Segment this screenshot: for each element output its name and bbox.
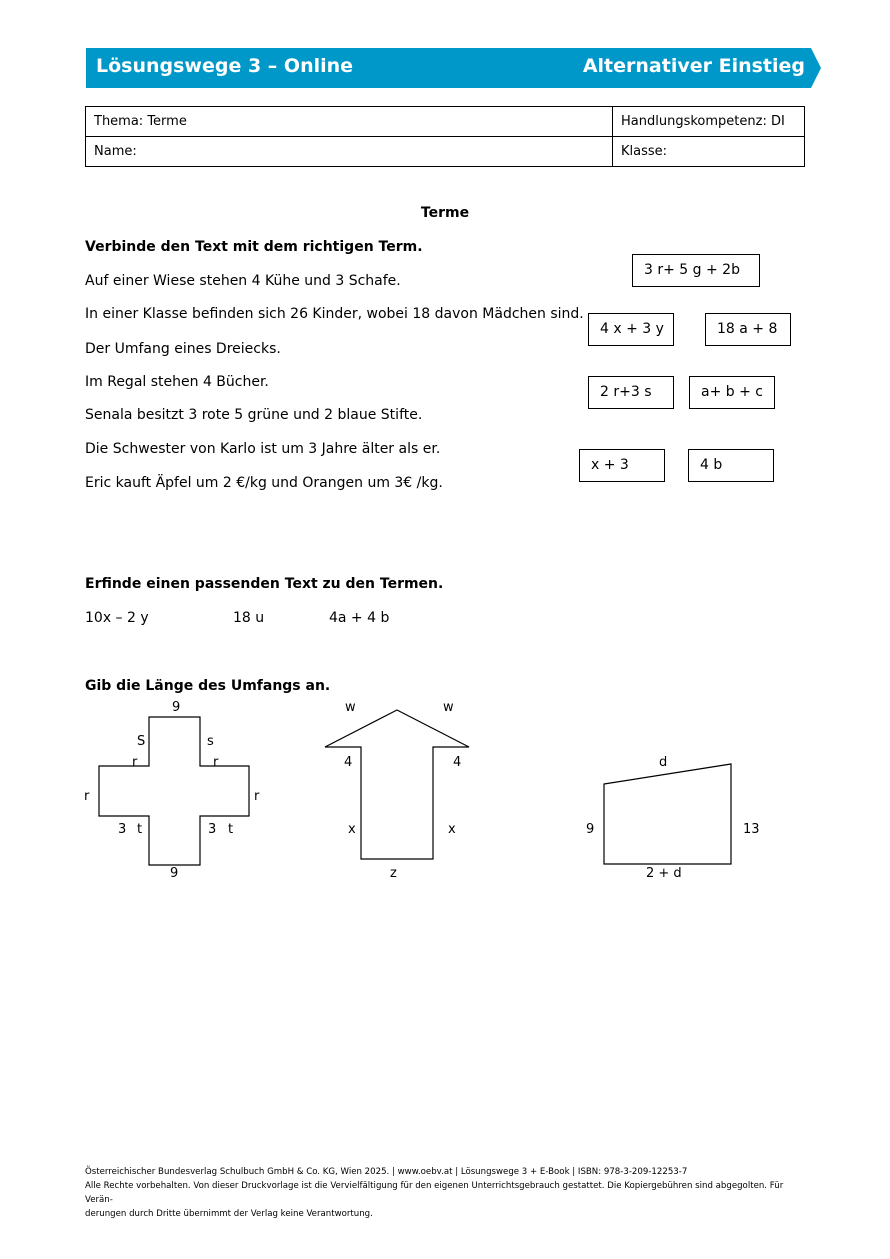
footer bbox=[85, 1165, 807, 1221]
arrow-label: 4 bbox=[453, 755, 462, 770]
cross-label: r bbox=[213, 755, 219, 770]
term-box: 3 r+ 5 g + 2b bbox=[632, 254, 760, 287]
term-box: 4 x + 3 y bbox=[588, 313, 674, 346]
trapezoid-label: 13 bbox=[743, 822, 760, 837]
arrow-label: x bbox=[448, 822, 456, 837]
task1-text: Die Schwester von Karlo ist um 3 Jahre älter als er. bbox=[85, 441, 441, 457]
task2-heading: Erfinde einen passenden Text zu den Termen. bbox=[85, 576, 444, 592]
cross-label: r bbox=[84, 789, 90, 804]
task1-text: In einer Klasse befinden sich 26 Kinder, wobei 18 davon Mädchen sind. bbox=[85, 306, 584, 322]
footer-line: Alle Rechte vorbehalten. Von dieser Druckvorlage ist die Vervielfältigung für den eigenen Unterrichtsgebrauch gestattet. Die Kopiergebühren sind abgegolten. Für Verän- bbox=[85, 1181, 784, 1205]
cross-label: t bbox=[137, 822, 143, 837]
term-box: a+ b + c bbox=[689, 376, 775, 409]
cross-label: s bbox=[207, 734, 214, 749]
task1-text: Der Umfang eines Dreiecks. bbox=[85, 341, 281, 357]
page-title: Terme bbox=[420, 205, 470, 221]
cross-label: r bbox=[254, 789, 260, 804]
task2-term: 18 u bbox=[233, 610, 265, 626]
info-table bbox=[85, 106, 805, 167]
cross-label: r bbox=[132, 755, 138, 770]
task1-text: Eric kauft Äpfel um 2 €/kg und Orangen um 3€ /kg. bbox=[85, 475, 443, 491]
cross-label: 3 bbox=[208, 822, 217, 837]
task2-term: 4a + 4 b bbox=[329, 610, 390, 626]
task2-term: 10x – 2 y bbox=[85, 610, 149, 626]
series-title: Lösungswege 3 – Online bbox=[96, 55, 354, 77]
term-box: x + 3 bbox=[579, 449, 665, 482]
cross-label: 9 bbox=[172, 700, 181, 715]
klasse-cell: Klasse: bbox=[613, 137, 805, 167]
term-box: 18 a + 8 bbox=[705, 313, 791, 346]
thema-cell: Thema: Terme bbox=[86, 107, 613, 137]
arrow-label: x bbox=[348, 822, 356, 837]
cross-label: 9 bbox=[170, 866, 179, 881]
task1-text: Auf einer Wiese stehen 4 Kühe und 3 Schafe. bbox=[85, 273, 401, 289]
trapezoid-label: 9 bbox=[586, 822, 595, 837]
task1-text: Im Regal stehen 4 Bücher. bbox=[85, 374, 269, 390]
trapezoid-label: 2 + d bbox=[646, 866, 682, 881]
cross-shape bbox=[99, 717, 249, 865]
name-cell: Name: bbox=[86, 137, 613, 167]
arrow-label: 4 bbox=[344, 755, 353, 770]
task1-heading: Verbinde den Text mit dem richtigen Term. bbox=[85, 239, 423, 255]
cross-label: t bbox=[228, 822, 234, 837]
task1-text: Senala besitzt 3 rote 5 grüne und 2 blaue Stifte. bbox=[85, 407, 423, 423]
footer-line: derungen durch Dritte übernimmt der Verlag keine Verantwortung. bbox=[85, 1209, 373, 1219]
task3-heading: Gib die Länge des Umfangs an. bbox=[85, 678, 331, 694]
arrow-label: w bbox=[443, 700, 454, 715]
header-banner bbox=[86, 48, 821, 88]
cross-label: 3 bbox=[118, 822, 127, 837]
cross-label: S bbox=[137, 734, 146, 749]
term-box: 4 b bbox=[688, 449, 774, 482]
arrow-label: w bbox=[345, 700, 356, 715]
footer-line: Österreichischer Bundesverlag Schulbuch GmbH & Co. KG, Wien 2025. | www.oebv.at | Lösungswege 3 + E-Book | ISBN: 978-3-209-12253-7 bbox=[85, 1167, 688, 1177]
arrow-label: z bbox=[390, 866, 397, 881]
trapezoid-shape bbox=[604, 764, 731, 864]
worksheet-type: Alternativer Einstieg bbox=[582, 55, 805, 77]
trapezoid-label: d bbox=[659, 755, 668, 770]
term-box: 2 r+3 s bbox=[588, 376, 674, 409]
kompetenz-cell: Handlungskompetenz: DI bbox=[613, 107, 805, 137]
